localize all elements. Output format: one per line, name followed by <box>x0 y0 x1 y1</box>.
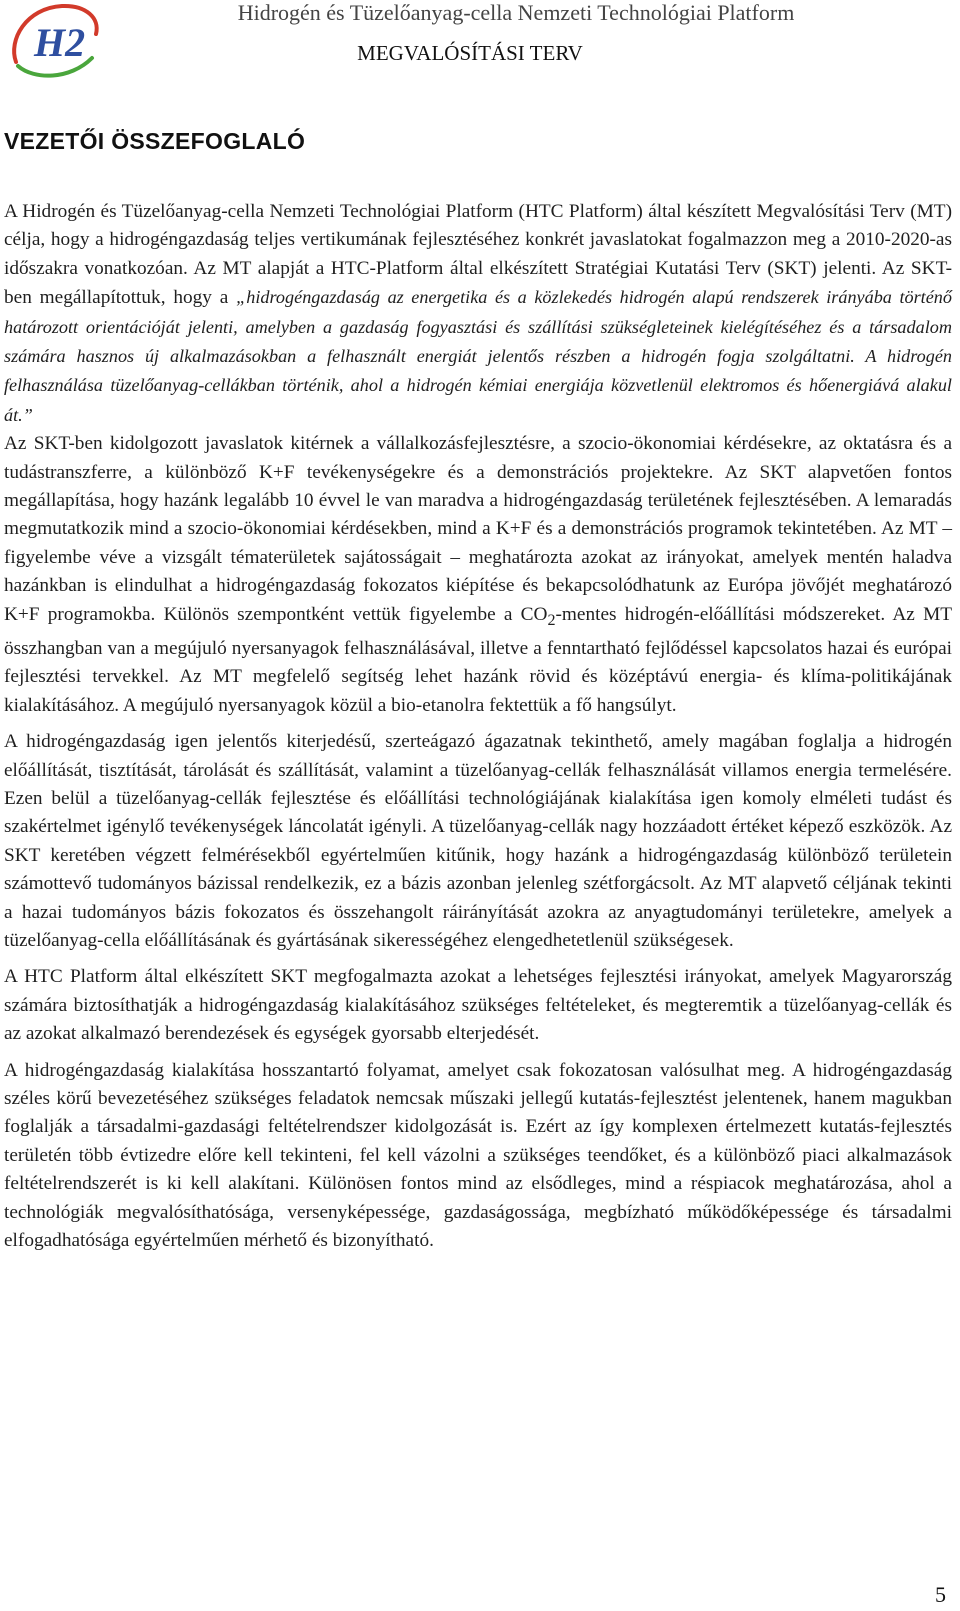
paragraph-3: A HTC Platform által elkészített SKT megfogalmazta azokat a lehetséges fejlesztési irányokat, amelyek Magyarország számára biztosíthatják a hidrogéngazdaság kialakításához szükséges feltételeket, és megteremtik a tüzelőanyag-cellák és az azokat alkalmazó berendezések és egységek gyorsabb elterjedését. <box>4 966 952 1045</box>
page-number: 5 <box>935 1582 946 1607</box>
body-text <box>4 198 952 1255</box>
paragraph-1-end: -mentes hidrogén-előállítási módszereket. Az MT összhangban van a megújuló nyersanyagok felhasználásával, illetve a fenntartható fejlődéssel kapcsolatos hazai és európai fejlesztési tervekkel. Az MT megfelelő segítség lehet hazánk rövid és középtávú energia- és klíma-politikájának kialakításához. A megújuló nyersanyagok közül a bio-etanolra fektettük a fő hangsúlyt. <box>4 603 952 716</box>
paragraph-1 <box>4 198 952 720</box>
platform-title: Hidrogén és Tüzelőanyag-cella Nemzeti Technológiai Platform <box>237 0 795 25</box>
skt-quote: „hidrogéngazdaság az energetika és a közlekedés hidrogén alapú rendszerek irányába történő határozott orientációját jelenti, amelyben a gazdaság fogyasztási és szállítási szükségleteinek kielégítéséhez és a társadalom számára hasznos új alkalmazásokban a felhasznált energiát jelentős részben a hidrogén fogja szolgáltatni. A hidrogén felhasználása tüzelőanyag-cellákban történik, ahol a hidrogén kémiai energiája közvetlenül elektromos és hőenergiává alakul át.” <box>4 287 952 425</box>
paragraph-1-continuation: Az SKT-ben kidolgozott javaslatok kitérnek a vállalkozásfejlesztésre, a szocio-ökonomiai kérdésekre, az oktatásra és a tudástranszferre, a különböző K+F tevékenységekre és a demonstrációs projektekre. Az SKT alapvetően fontos megállapítása, hogy hazánk legalább 10 évvel le van maradva a hidrogéngazdaság területének fejlesztésében. A lemaradás megmutatkozik mind a szocio-ökonomiai kérdésekben, mind a K+F és a demonstrációs programok tekintetében. Az MT – figyelembe véve a vizsgált tématerületek sajátosságait – meghatározta azokat az irányokat, amelyek mentén haladva hazánkban is elindulhat a hidrogéngazdaság fokozatos kiépítése és bekapcsolódhatunk az Európa jövőjét meghatározó K+F programokba. Különös szempontként vettük figyelembe a CO <box>4 433 952 625</box>
logo-lettering: H2 <box>34 20 86 65</box>
paragraph-2: A hidrogéngazdaság igen jelentős kiterjedésű, szerteágazó ágazatnak tekinthető, amely magában foglalja a hidrogén előállítását, tisztítását, tárolását és szállítását, valamint a tüzelőanyag-cellák felhasználását villamos energia termelésére. Ezen belül a tüzelőanyag-cellák fejlesztése és előállítási technológiájának kialakítása igen komoly elméleti tudást és szakértelmet igénylő tevékenységek láncolatát igényli. A tüzelőanyag-cellák nagy hozzáadott értéket képező eszközök. Az SKT keretében végzett felmérésekből egyértelműen kitűnik, hogy hazánk a hidrogéngazdaság különböző területein számottevő tudományos bázissal rendelkezik, ez a bázis azonban jelenleg szétforgácsolt. Az MT alapvető céljának tekinti a hazai tudományos bázis fokozatos és összehangolt ráirányítását azokra az anyagtudományi területekre, amelyek a tüzelőanyag-cella előállításának és gyártásának sikerességéhez elengedhetetlenül szükségesek. <box>4 731 952 952</box>
paragraph-4: A hidrogéngazdaság kialakítása hosszantartó folyamat, amelyet csak fokozatosan valósulhat meg. A hidrogéngazdaság széles körű bevezetéséhez szükséges feladatok nemcsak műszaki jellegű kutatás-fejlesztést jelentenek, hanem magukban foglalják a társadalmi-gazdasági feltételrendszer kidolgozását is. Ezért az így komplexen értelmezett kutatás-fejlesztés területén több évtizedre előre kell tekinteni, fel kell vázolni a szükséges teendőket, és a különböző piaci alkalmazások feltételrendszerét is ki kell alakítani. Különösen fontos mind az elsődleges, mind a réspiacok meghatározása, ahol a technológiák megvalósíthatósága, versenyképessége, gazdaságossága, megbízható működőképessége és társadalmi elfogadhatósága egyértelműen mérhető és bizonyítható. <box>4 1059 952 1252</box>
paragraph-1-intro: A Hidrogén és Tüzelőanyag-cella Nemzeti Technológiai Platform (HTC Platform) által készített Megvalósítási Terv (MT) célja, hogy a hidrogéngazdaság teljes vertikumának fejlesztéséhez konkrét javaslatokat fogalmazzon meg a 2010-2020-as időszakra vonatkozóan. Az MT alapját a HTC-Platform által elkészített Stratégiai Kutatási Terv (SKT) jelenti. Az SKT-ben megállapítottuk, hogy a <box>4 201 952 309</box>
document-title: MEGVALÓSÍTÁSI TERV <box>357 41 583 65</box>
section-heading: VEZETŐI ÖSSZEFOGLALÓ <box>4 128 306 154</box>
htc-platform-logo <box>4 0 104 82</box>
co2-subscript: 2 <box>547 611 556 629</box>
